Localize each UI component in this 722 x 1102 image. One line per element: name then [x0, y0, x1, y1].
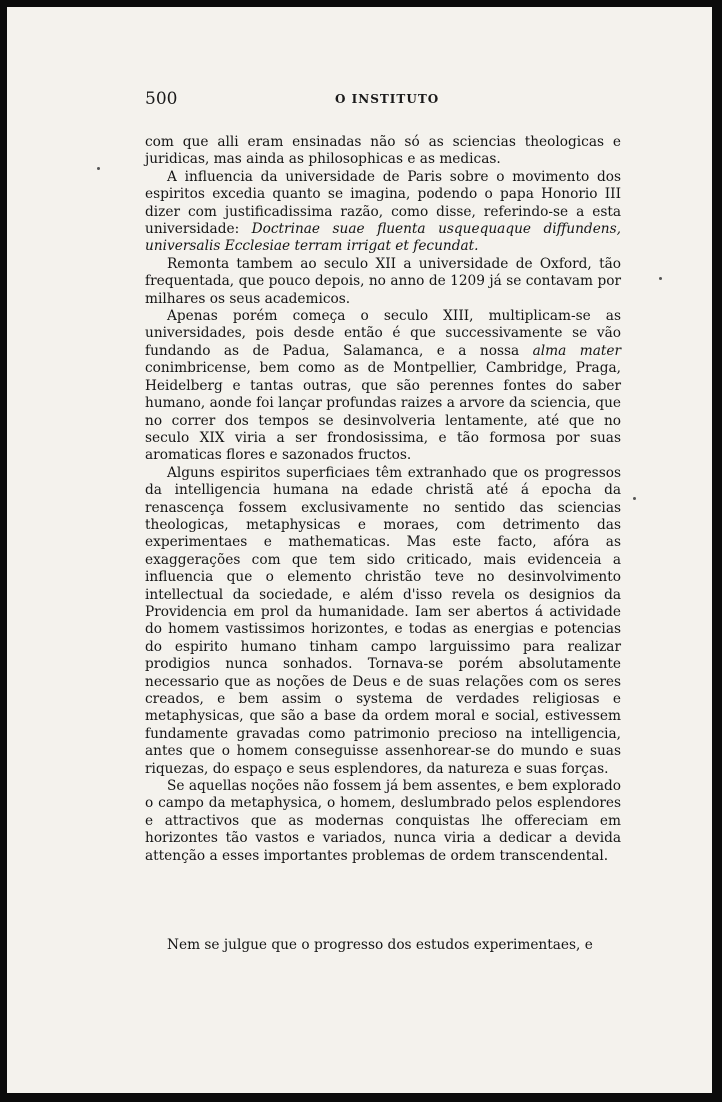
paragraph-text: Se aquellas noções não fossem já bem assentes, e bem explorado o campo da metaphysica, o homem, deslumbrado pelos esplendores e attractivos que as modernas conquistas lhe offereciam em horizontes tão vastos e variados, nunca viria a dedicar a devida attenção a esses importantes problemas de ordem transcendental.	[145, 778, 621, 864]
running-header	[145, 89, 621, 113]
paragraph-3	[145, 256, 621, 308]
paragraph-text: Alguns espiritos superficiaes têm extranhado que os progressos da intelligencia humana na edade christã até á epocha da renascença fossem exclusivamente no sentido das sciencias theologicas, metaphysicas e moraes, com detrimento das experimentaes e mathematicas. Mas este facto, afóra as exaggerações com que tem sido criticado, mais evidenceia a influencia que o elemento christão teve no desinvolvimento intellectual da sociedade, e além d'isso revela os designios da Providencia em prol da humanidade. Iam ser abertos á actividade do homem vastissimos horizontes, e todas as energias e potencias do espirito humano tinham campo larguissimo para realizar prodigios nunca sonhados. Tornava-se porém absolutamente necessario que as noções de Deus e de suas relações com os seres creados, e bem assim o systema de verdades religiosas e metaphysicas, que são a base da ordem moral e social, estivessem fundamente gravadas como patrimonio precioso na intelligencia, antes que o homem conseguisse assenhorear-se do mundo e suas riquezas, do espaço e seus esplendores, da natureza e suas forças.	[145, 464, 621, 777]
paragraph-text: com que alli eram ensinadas não só as sciencias theologicas e juridicas, mas ainda as philosophicas e as medicas.	[145, 134, 621, 168]
margin-speck	[659, 277, 662, 280]
body-text	[145, 134, 621, 865]
page-number: 500	[145, 89, 178, 109]
margin-speck	[633, 497, 636, 500]
paragraph-text: A influencia da universidade de Paris sobre o movimento dos espiritos excedia quanto se imagina, podendo o papa Honorio III dizer com justificadissima razão, como disse, referindo-se a esta universidade:	[145, 168, 621, 238]
paragraph-text: Remonta tambem ao seculo XII a universidade de Oxford, tão frequentada, que pouco depois, no anno de 1209 já se contavam por milhares os seus academicos.	[145, 255, 621, 307]
paragraph-text: conimbricense, bem como as de Montpellier, Cambridge, Praga, Heidelberg e tantas outras, que são perennes fontes do saber humano, aonde foi lançar profundas raizes a arvore da sciencia, que no correr dos tempos se desinvolveria lentamente, até que no seculo XIX viria a ser frondosissima, e tão formosa por suas aromaticas flores e sazonados fructos.	[145, 360, 621, 464]
paragraph-5	[145, 465, 621, 778]
latin-quotation: Doctrinae suae fluenta usquequaque diffundens, universalis Ecclesiae terram irrigat et fecundat.	[145, 221, 621, 255]
paragraph-1	[145, 134, 621, 169]
paragraph-4	[145, 308, 621, 465]
next-section-line: Nem se julgue que o progresso dos estudos experimentaes, e	[167, 937, 593, 953]
scanned-page	[7, 7, 712, 1093]
paragraph-6	[145, 778, 621, 865]
alma-mater-italic: alma mater	[532, 342, 621, 359]
margin-speck	[97, 167, 100, 170]
paragraph-text: Apenas porém começa o seculo XIII, multiplicam-se as universidades, pois desde então é que successivamente se vão fundando as de Padua, Salamanca, e a nossa	[145, 308, 621, 359]
paragraph-2	[145, 169, 621, 256]
running-title: O INSTITUTO	[335, 92, 440, 106]
